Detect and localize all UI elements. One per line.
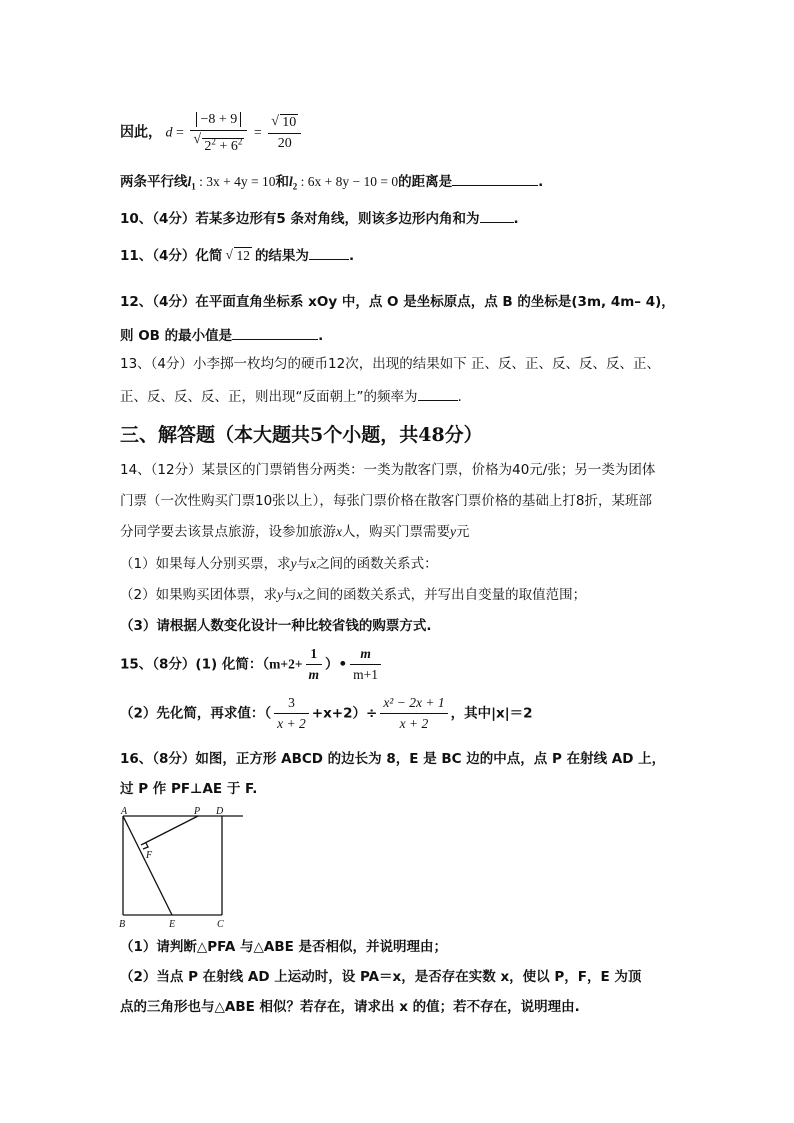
question-12-line2 [120, 325, 323, 345]
q14-p2c: 之间的函数关系式，并写出自变量的取值范围； [302, 587, 587, 603]
question-14-line1: 14、（12分）某景区的门票销售分两类：一类为散客门票，价格为40元/张；另一类为团体 [120, 462, 656, 478]
label-F: F [146, 850, 153, 861]
q15-f1-num: 1 [306, 644, 323, 665]
q15-fraction-quadratic [380, 693, 447, 734]
q12-line2-text: 则 OB 的最小值是 [120, 328, 233, 344]
parallel-l2: l [289, 174, 293, 189]
q15-p2-pre: （2）先化简，再求值：（ [120, 705, 272, 722]
q14-p1b: 与 [296, 556, 311, 572]
q14-p2a: （2）如果购买团体票，求 [120, 587, 278, 603]
question-15-part1 [120, 644, 384, 685]
q14-var-x: x [336, 524, 342, 539]
q14-line3b: 人，购买门票需要 [342, 524, 450, 540]
parallel-mid: 和 [275, 174, 289, 190]
q13-line2-text: 正、反、反、反、正，则出现“反面朝上”的频率为 [120, 389, 418, 405]
q15-p2-f1-num: 3 [274, 693, 309, 714]
q12-end: . [318, 328, 324, 344]
answer-blank[interactable] [309, 245, 349, 260]
prev-den-base2: 6 [230, 138, 238, 154]
q15-p1-close: ）• [325, 656, 348, 673]
question-14-line3 [120, 523, 470, 541]
q15-p2-f1-den: x + 2 [277, 716, 306, 731]
q14-p1-x: x [310, 556, 317, 571]
q15-fraction-3-over-x2 [274, 693, 309, 734]
label-P: P [194, 806, 201, 817]
q15-p2-f2-num: x² − 2x + 1 [380, 693, 447, 714]
label-E: E [169, 919, 176, 930]
prev-numerator: −8 + 9 [196, 112, 241, 127]
q14-p1-y: y [290, 556, 297, 571]
prev-plus: + [215, 138, 231, 154]
question-16-part2-line1: （2）当点 P 在射线 AD 上运动时，设 PA＝x，是否存在实数 x，使以 P，F，E 为顶 [120, 969, 642, 985]
prev-result-fraction [268, 113, 301, 154]
q11-end: . [348, 248, 355, 264]
prev-prefix: 因此， [120, 124, 162, 141]
parallel-l1: l [187, 174, 192, 189]
prev-eq2: = [253, 125, 262, 141]
q15-p1-pre: 15、（8分）(1) 化简： [120, 656, 263, 673]
question-16-line1: 16、（8分）如图，正方形 ABCD 的边长为 8，E 是 BC 边的中点，点 P 在射线 AD 上， [120, 751, 666, 767]
parallel-l2-sub: 2 [292, 181, 298, 192]
prev-result-den: 20 [277, 135, 292, 151]
q11-post: 的结果为 [254, 248, 309, 264]
question-parallel-lines [120, 171, 543, 196]
q15-p2-post: ，其中|x|＝2 [450, 705, 533, 722]
parallel-pre: 两条平行线 [120, 174, 188, 190]
q14-line3a: 分同学要去该景点旅游，设参加旅游 [120, 524, 336, 540]
question-16-line2: 过 P 作 PF⊥AE 于 F. [120, 781, 258, 797]
previous-answer [120, 110, 304, 157]
question-12-line1: 12、（4分）在平面直角坐标系 xOy 中，点 O 是坐标原点，点 B 的坐标是(3m, 4m– 4)， [120, 294, 675, 310]
q15-p2-f2-den: x + 2 [399, 716, 429, 731]
prev-result-num: 10 [282, 114, 297, 130]
q14-p2-x: x [296, 587, 303, 602]
label-D: D [216, 806, 224, 817]
question-15-part2 [120, 693, 533, 734]
geometry-figure [115, 806, 250, 930]
answer-blank[interactable] [452, 171, 538, 186]
question-14-part2 [120, 586, 586, 604]
q11-pre: 11、（4分）化简 [120, 248, 223, 264]
q15-f2-num: m [350, 644, 381, 665]
parallel-l1-sub: 1 [191, 181, 196, 192]
question-13-line2 [120, 386, 462, 406]
q15-p2-mid: +x+2）÷ [311, 705, 378, 722]
q14-line3c: 元 [456, 524, 470, 540]
q13-end: . [457, 389, 462, 405]
answer-blank[interactable] [418, 386, 458, 401]
q15-f1-den: m [308, 667, 320, 682]
q15-f2-den: m+1 [353, 667, 379, 682]
prev-fraction [190, 110, 247, 157]
line-AE [123, 816, 172, 915]
question-13-line1: 13、（4分）小李掷一枚均匀的硬币12次，出现的结果如下 正、反、正、反、反、反、正、 [120, 356, 660, 372]
question-14-line2: 门票（一次性购买门票10张以上），每张门票价格在散客门票价格的基础上打8折，某班部 [120, 493, 653, 509]
q14-p1c: 之间的函数关系式： [316, 556, 438, 572]
prev-den-base1: 2 [204, 138, 212, 154]
q15-fraction-m-over-m1 [350, 644, 381, 685]
q15-p1-open: （m+2+ [262, 656, 303, 672]
q14-var-y: y [450, 524, 456, 539]
parallel-l1-eq: : 3x + 4y = 10 [195, 174, 276, 189]
label-A: A [121, 806, 128, 817]
prev-eq: = [176, 125, 184, 141]
section-heading: 三、解答题（本大题共5个小题，共48分） [120, 424, 483, 446]
parallel-post: 的距离是 [398, 174, 453, 190]
answer-blank[interactable] [232, 325, 318, 340]
prev-sup1: 2 [211, 136, 216, 146]
question-10 [120, 208, 519, 228]
line-PF [141, 816, 198, 845]
question-14-part1 [120, 555, 438, 573]
q14-p2-y: y [277, 587, 284, 602]
q11-radicand: 12 [236, 248, 250, 263]
parallel-l2-eq: : 6x + 8y − 10 = 0 [297, 174, 399, 189]
label-C: C [217, 919, 224, 930]
q14-p2b: 与 [283, 587, 297, 603]
question-16-part2-line2: 点的三角形也与△ABE 相似？若存在，请求出 x 的值；若不存在，说明理由. [120, 999, 580, 1015]
q14-p1a: （1）如果每人分别买票，求 [120, 556, 291, 572]
q15-fraction-1-over-m [306, 644, 323, 685]
question-11 [120, 245, 354, 265]
q10-end: . [513, 211, 519, 227]
prev-sup2: 2 [237, 136, 243, 146]
question-14-part3: （3）请根据人数变化设计一种比较省钱的购票方式. [120, 618, 432, 634]
prev-d-var: d [165, 125, 173, 141]
parallel-end: . [538, 174, 544, 190]
question-16-part1: （1）请判断△PFA 与△ABE 是否相似，并说明理由； [120, 939, 448, 955]
q10-text: 10、（4分）若某多边形有5 条对角线，则该多边形内角和为 [120, 211, 480, 227]
label-B: B [119, 919, 126, 930]
answer-blank[interactable] [480, 208, 514, 223]
